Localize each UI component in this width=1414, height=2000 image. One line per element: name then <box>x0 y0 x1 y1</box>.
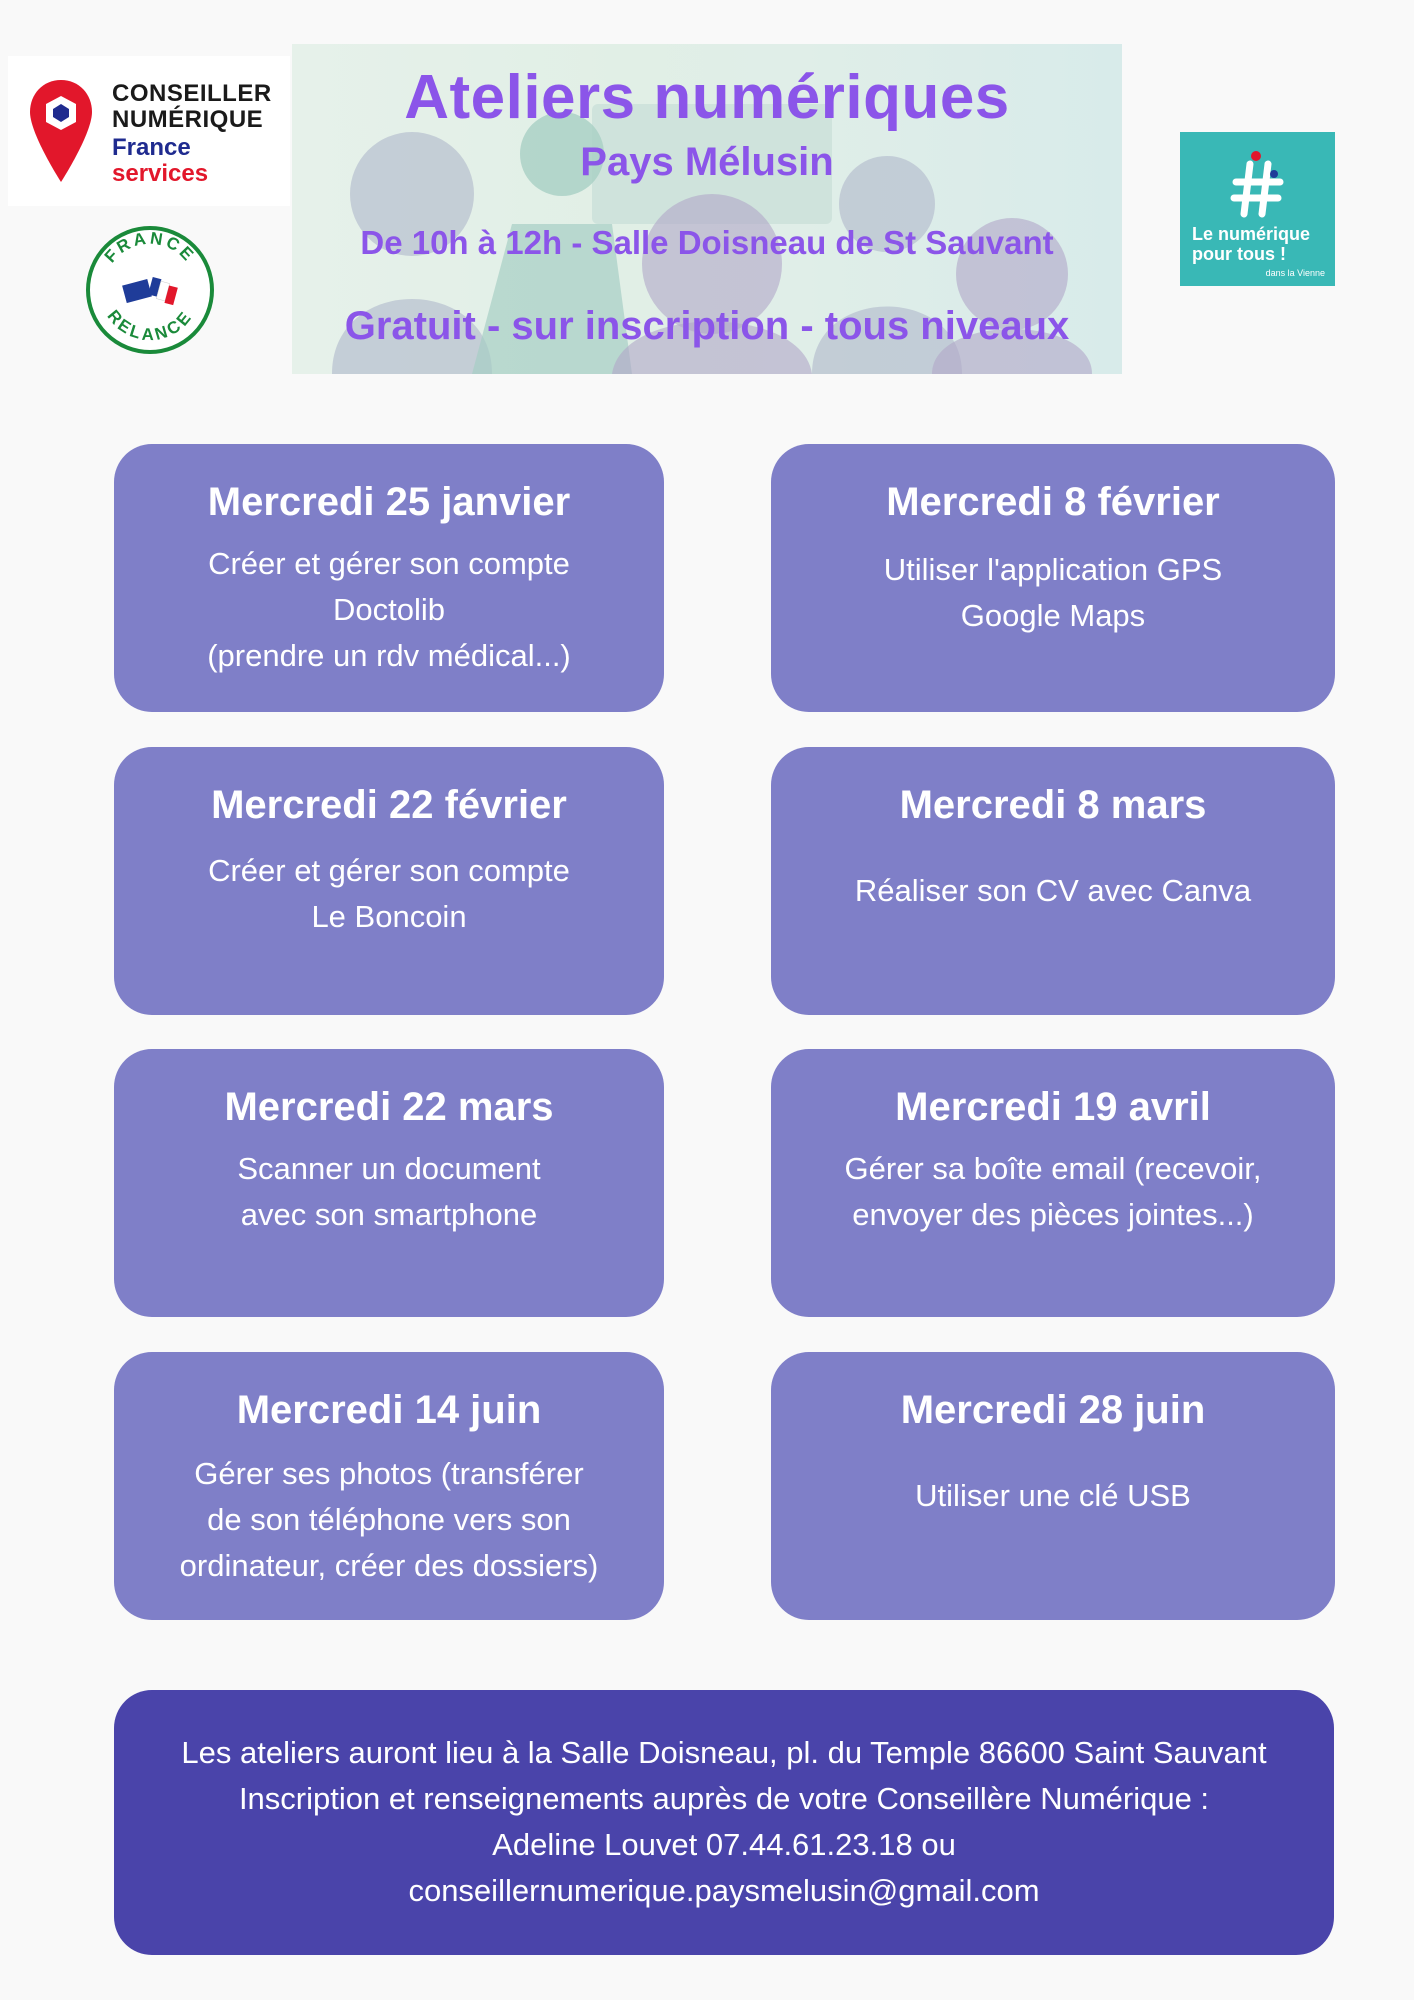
workshop-description-line: Google Maps <box>960 598 1146 633</box>
relance-top-text: FRANCE <box>100 228 200 267</box>
logo-text-numerique: NUMÉRIQUE <box>112 106 264 133</box>
workshop-description-line: Gérer ses photos (transférer <box>194 1456 584 1491</box>
page-subtitle: Pays Mélusin <box>580 140 834 184</box>
page-title: Ateliers numériques <box>404 63 1010 132</box>
workshop-description-line: Réaliser son CV avec Canva <box>854 873 1252 908</box>
footer-contact-email[interactable]: conseillernumerique.paysmelusin@gmail.com <box>408 1873 1040 1908</box>
workshop-card <box>771 1049 1335 1317</box>
logo-text-france: France <box>112 134 191 161</box>
workshop-card <box>114 1049 664 1317</box>
numerique-pour-tous-logo <box>1180 132 1335 286</box>
workshop-description-line: Utiliser une clé USB <box>915 1478 1191 1513</box>
workshop-card <box>114 747 664 1015</box>
footer-address: Les ateliers auront lieu à la Salle Doisneau, pl. du Temple 86600 Saint Sauvant <box>181 1735 1267 1770</box>
conseiller-numerique-logo <box>8 56 290 206</box>
lnpt-text-1: Le numérique <box>1192 224 1311 244</box>
workshop-date: Mercredi 19 avril <box>895 1085 1211 1129</box>
workshop-date: Mercredi 28 juin <box>900 1388 1206 1432</box>
relance-bottom-text: RELANCE <box>103 306 197 345</box>
workshop-date: Mercredi 8 mars <box>899 783 1207 827</box>
schedule-info: De 10h à 12h - Salle Doisneau de St Sauvant <box>360 224 1054 261</box>
header-banner <box>292 44 1122 374</box>
contact-info-box <box>114 1690 1334 1955</box>
workshop-card <box>114 444 664 712</box>
hashtag-icon <box>1230 150 1286 220</box>
footer-contact-phone: Adeline Louvet 07.44.61.23.18 ou <box>492 1827 956 1862</box>
workshop-description-line: envoyer des pièces jointes...) <box>852 1197 1254 1232</box>
footer-registration: Inscription et renseignements auprès de votre Conseillère Numérique : <box>238 1781 1210 1816</box>
workshop-date: Mercredi 14 juin <box>236 1388 542 1432</box>
workshop-card <box>114 1352 664 1620</box>
conditions-info: Gratuit - sur inscription - tous niveaux <box>344 304 1070 348</box>
workshop-description-line: Gérer sa boîte email (recevoir, <box>844 1151 1262 1186</box>
workshop-date: Mercredi 25 janvier <box>207 480 571 524</box>
lnpt-text-3: dans la Vienne <box>1265 268 1325 278</box>
workshop-description-line: Créer et gérer son compte <box>208 853 570 888</box>
workshop-description-line: (prendre un rdv médical...) <box>207 638 571 673</box>
workshop-description-line: avec son smartphone <box>240 1197 538 1232</box>
workshop-description-line: Scanner un document <box>237 1151 541 1186</box>
workshop-description-line: Doctolib <box>333 592 445 627</box>
workshop-description-line: de son téléphone vers son <box>207 1502 571 1537</box>
workshop-card <box>771 1352 1335 1620</box>
workshop-date: Mercredi 22 février <box>211 783 567 827</box>
workshop-card <box>771 747 1335 1015</box>
workshop-date: Mercredi 8 février <box>886 480 1220 524</box>
workshop-description-line: Créer et gérer son compte <box>208 546 570 581</box>
workshop-date: Mercredi 22 mars <box>224 1085 554 1129</box>
logo-text-services: services <box>112 160 209 187</box>
logo-text-conseiller: CONSEILLER <box>112 80 272 107</box>
france-relance-logo <box>84 224 216 356</box>
lnpt-text-2: pour tous ! <box>1192 244 1286 264</box>
workshop-description-line: Utiliser l'application GPS <box>883 552 1223 587</box>
workshop-description-line: Le Boncoin <box>311 899 467 934</box>
workshop-card <box>771 444 1335 712</box>
workshop-description-line: ordinateur, créer des dossiers) <box>179 1548 599 1583</box>
map-pin-icon <box>28 78 94 186</box>
